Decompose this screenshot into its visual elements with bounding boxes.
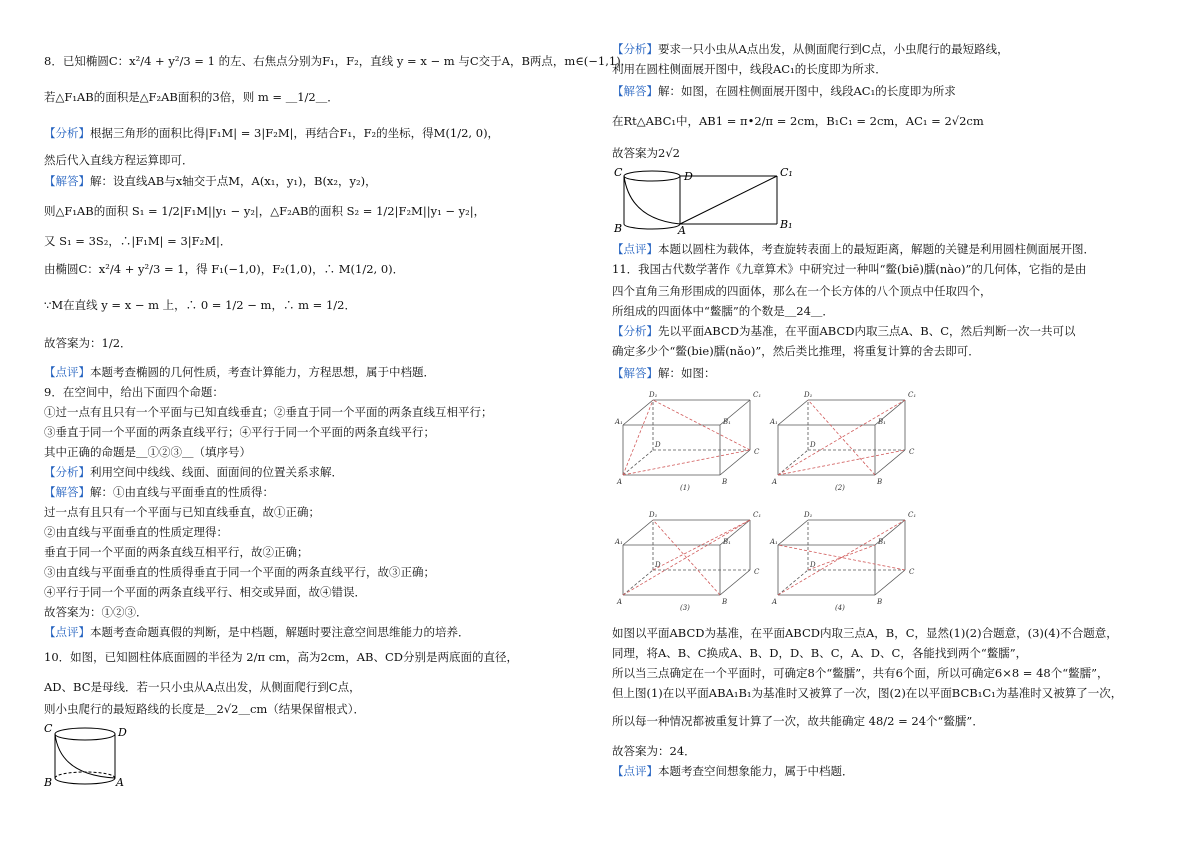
box-edge	[875, 450, 905, 475]
cylinder-figure	[40, 720, 140, 792]
text-line: AD、BC是母线．若一只小虫从A点出发，从侧面爬行到C点，	[44, 680, 361, 694]
vertex-label: B	[877, 598, 883, 606]
text-line: ③由直线与平面垂直的性质得垂直于同一个平面的两条直线平行，故③正确；	[44, 565, 435, 579]
net-diagonal-ac1	[680, 176, 777, 224]
solution-tag: 【解答】	[612, 366, 658, 380]
box-figures	[610, 385, 940, 621]
label-d: D	[118, 726, 127, 739]
q10-comment: 【点评】本题以圆柱为载体，考查旋转表面上的最短距离，解题的关键是利用圆柱侧面展开图．	[612, 242, 1095, 256]
text-line: 所以当三点确定在一个平面时，可确定8个“鳖臑”，共有6个面，所以可确定6×8 = 48个“鳖臑”，	[612, 666, 1109, 680]
comment-tag: 【点评】	[44, 625, 90, 639]
vertex-label: A₁	[770, 538, 778, 546]
text-line: 同理，将A、B、C换成A、B、D，D、B、C，A、D、C，各能找到两个“鳖臑”，	[612, 646, 1028, 660]
vertex-label: A	[617, 598, 623, 606]
net-top-ellipse	[624, 171, 680, 181]
vertex-label: B₁	[878, 538, 886, 546]
analysis-tag: 【分析】	[44, 465, 90, 479]
vertex-label: B	[722, 478, 728, 486]
vertex-label: A₁	[615, 538, 623, 546]
text-line: 所以每一种情况都被重复计算了一次，故共能确定 48/2 = 24个“鳖臑”．	[612, 714, 984, 728]
text-line: ∵M在直线 y = x − m 上，∴ 0 = 1/2 − m，∴ m = 1/2．	[44, 298, 356, 312]
label-c: C	[614, 166, 623, 179]
q8-stem: 8．已知椭圆C：x²/4 + y²/3 = 1 的左、右焦点分别为F₁，F₂，直线 y = x − m 与C交于A，B两点，m∈(−1,1)．	[44, 54, 633, 68]
box-diagonal	[808, 545, 875, 570]
analysis-tag: 【分析】	[612, 324, 658, 338]
comment-tag: 【点评】	[612, 764, 658, 778]
vertex-label: D₁	[649, 391, 658, 399]
text-line: 则△F₁AB的面积 S₁ = 1/2|F₁M||y₁ − y₂|，△F₂AB的面积 S₂ = 1/2|F₂M||y₁ − y₂|，	[44, 204, 486, 218]
vertex-label: D	[655, 441, 661, 449]
vertex-label: D	[810, 441, 816, 449]
text-line: 又 S₁ = 3S₂，∴|F₁M| = 3|F₂M|．	[44, 234, 232, 248]
vertex-label: C	[909, 568, 915, 576]
box-edge	[623, 570, 653, 595]
q11-stem: 11．我国古代数学著作《九章算术》中研究过一种叫“鳖(biē)臑(nào)”的几何体，它指的是由	[612, 262, 1087, 276]
label-b: B	[614, 222, 623, 235]
figure-caption: (2)	[835, 484, 845, 492]
cylinder-top-ellipse	[55, 728, 115, 740]
q9-answer: 故答案为：①②③．	[44, 605, 148, 619]
vertex-label: A₁	[615, 418, 623, 426]
q10-stem: 10．如图，已知圆柱体底面圆的半径为 2/π cm，高为2cm，AB、CD分别是两底面的直径，	[44, 650, 518, 664]
q9-stem: 9．在空间中，给出下面四个命题：	[44, 385, 224, 399]
vertex-label: B₁	[878, 418, 886, 426]
q10-answer: 故答案为2√2	[612, 146, 680, 160]
figure-caption: (4)	[835, 604, 845, 612]
q11-comment: 【点评】本题考查空间想象能力，属于中档题．	[612, 764, 854, 778]
vertex-label: B	[722, 598, 728, 606]
box-edge	[720, 570, 750, 595]
q8-question: 若△F₁AB的面积是△F₂AB面积的3倍，则 m = ＿1/2＿．	[44, 90, 339, 104]
analysis-tag: 【分析】	[612, 42, 658, 56]
analysis-tag: 【分析】	[44, 126, 90, 140]
figure-caption: (1)	[680, 484, 690, 492]
vertex-label: C₁	[753, 511, 762, 519]
text-line: 过一点有且只有一个平面与已知直线垂直，故①正确；	[44, 505, 320, 519]
box-edge	[623, 520, 653, 545]
text-line: 在Rt△ABC₁中，AB1 = π•2/π = 2cm，B₁C₁ = 2cm，AC₁ = 2√2cm	[612, 114, 984, 128]
q10-analysis: 【分析】要求一只小虫从A点出发，从侧面爬行到C点，小虫爬行的最短路线，	[612, 42, 1009, 56]
comment-tag: 【点评】	[44, 365, 90, 379]
q9-comment: 【点评】本题考查命题真假的判断，是中档题，解题时要注意空间思维能力的培养．	[44, 625, 470, 639]
box-edge	[623, 450, 653, 475]
box-edge	[778, 570, 808, 595]
cylinder-bottom-front	[55, 778, 115, 784]
label-d: D	[684, 170, 693, 183]
comment-tag: 【点评】	[612, 242, 658, 256]
box-edge	[778, 520, 808, 545]
text-line: ①过一点有且只有一个平面与已知直线垂直；②垂直于同一个平面的两条直线互相平行；	[44, 405, 493, 419]
q10-question: 则小虫爬行的最短路线的长度是＿2√2＿cm（结果保留根式）．	[44, 702, 366, 716]
q8-comment: 【点评】本题考查椭圆的几何性质，考查计算能力，方程思想，属于中档题．	[44, 365, 435, 379]
right-column	[600, 0, 1200, 847]
text-line: ④平行于同一个平面的两条直线平行、相交或异面，故④错误．	[44, 585, 366, 599]
figure-caption: (3)	[680, 604, 690, 612]
q9-question: 其中正确的命题是＿①②③＿（填序号）	[44, 445, 251, 459]
text-line: 垂直于同一个平面的两条直线互相平行，故②正确；	[44, 545, 309, 559]
vertex-label: D₁	[649, 511, 658, 519]
vertex-label: D₁	[804, 511, 813, 519]
q9-solution: 【解答】解：①由直线与平面垂直的性质得：	[44, 485, 274, 499]
text-line: 四个直角三角形围成的四面体，那么在一个长方体的八个顶点中任取四个，	[612, 284, 992, 298]
label-b1: B₁	[780, 218, 793, 231]
vertex-label: C	[754, 568, 760, 576]
box-diagonal	[623, 450, 750, 475]
net-bottom-arc	[624, 224, 680, 229]
net-curve	[624, 176, 680, 224]
box-edge	[720, 450, 750, 475]
text-line: 利用在圆柱侧面展开图中，线段AC₁的长度即为所求．	[612, 62, 887, 76]
vertex-label: D	[655, 561, 661, 569]
q11-answer: 故答案为：24．	[612, 744, 696, 758]
box-diagonal	[808, 400, 875, 475]
text-line: 但上图(1)在以平面ABA₁B₁为基准时又被算了一次，图(2)在以平面BCB₁C₁为基准时又被算了一次，	[612, 686, 1123, 700]
label-c1: C₁	[780, 166, 793, 179]
q8-solution: 【解答】解：设直线AB与x轴交于点M，A(x₁，y₁)，B(x₂，y₂)，	[44, 174, 377, 188]
text-line: 然后代入直线方程运算即可．	[44, 153, 194, 167]
vertex-label: B₁	[723, 418, 731, 426]
vertex-label: D	[810, 561, 816, 569]
solution-tag: 【解答】	[612, 84, 658, 98]
box-edge	[778, 450, 808, 475]
vertex-label: D₁	[804, 391, 813, 399]
vertex-label: C₁	[753, 391, 762, 399]
vertex-label: C	[909, 448, 915, 456]
solution-tag: 【解答】	[44, 485, 90, 499]
box-diagonal	[623, 400, 653, 475]
q8-analysis: 【分析】根据三角形的面积比得|F₁M| = 3|F₂M|，再结合F₁，F₂的坐标，得M(1/2, 0)，	[44, 126, 500, 140]
label-a: A	[678, 224, 686, 236]
cylinder-net-figure	[612, 164, 812, 236]
vertex-label: A	[772, 478, 778, 486]
vertex-label: C₁	[908, 391, 917, 399]
q11-question: 所组成的四面体中“鳖臑”的个数是＿24＿．	[612, 304, 834, 318]
vertex-label: A	[772, 598, 778, 606]
text-line: 确定多少个“鳖(bie)臑(nǎo)”，然后类比推理，将重复计算的舍去即可．	[612, 344, 980, 358]
box-diagonal	[653, 520, 720, 595]
label-c: C	[44, 722, 53, 735]
text-line: 由椭圆C：x²/4 + y²/3 = 1，得 F₁(−1,0)，F₂(1,0)，∴ M(1/2, 0)．	[44, 262, 405, 276]
shortest-path-curve	[55, 734, 115, 778]
text-line: 如图以平面ABCD为基准，在平面ABCD内取三点A，B，C，显然(1)(2)合题意，(3)(4)不合题意，	[612, 626, 1118, 640]
text-line: ③垂直于同一个平面的两条直线平行；④平行于同一个平面的两条直线平行；	[44, 425, 435, 439]
vertex-label: A₁	[770, 418, 778, 426]
box-edge	[778, 400, 808, 425]
text-line: ②由直线与平面垂直的性质定理得：	[44, 525, 228, 539]
box-edge	[623, 400, 653, 425]
q8-answer: 故答案为：1/2．	[44, 336, 132, 350]
vertex-label: C₁	[908, 511, 917, 519]
vertex-label: B₁	[723, 538, 731, 546]
box-diagonal	[778, 450, 905, 475]
vertex-label: B	[877, 478, 883, 486]
q11-analysis: 【分析】先以平面ABCD为基准，在平面ABCD内取三点A、B、C，然后判断一次一共可以	[612, 324, 1076, 338]
q10-solution: 【解答】解：如图，在圆柱侧面展开图中，线段AC₁的长度即为所求	[612, 84, 956, 98]
q9-analysis: 【分析】利用空间中线线、线面、面面间的位置关系求解．	[44, 465, 343, 479]
vertex-label: A	[617, 478, 623, 486]
label-b: B	[44, 776, 53, 789]
vertex-label: C	[754, 448, 760, 456]
q11-solution: 【解答】解：如图：	[612, 366, 716, 380]
box-edge	[875, 570, 905, 595]
solution-tag: 【解答】	[44, 174, 90, 188]
label-a: A	[116, 776, 124, 789]
